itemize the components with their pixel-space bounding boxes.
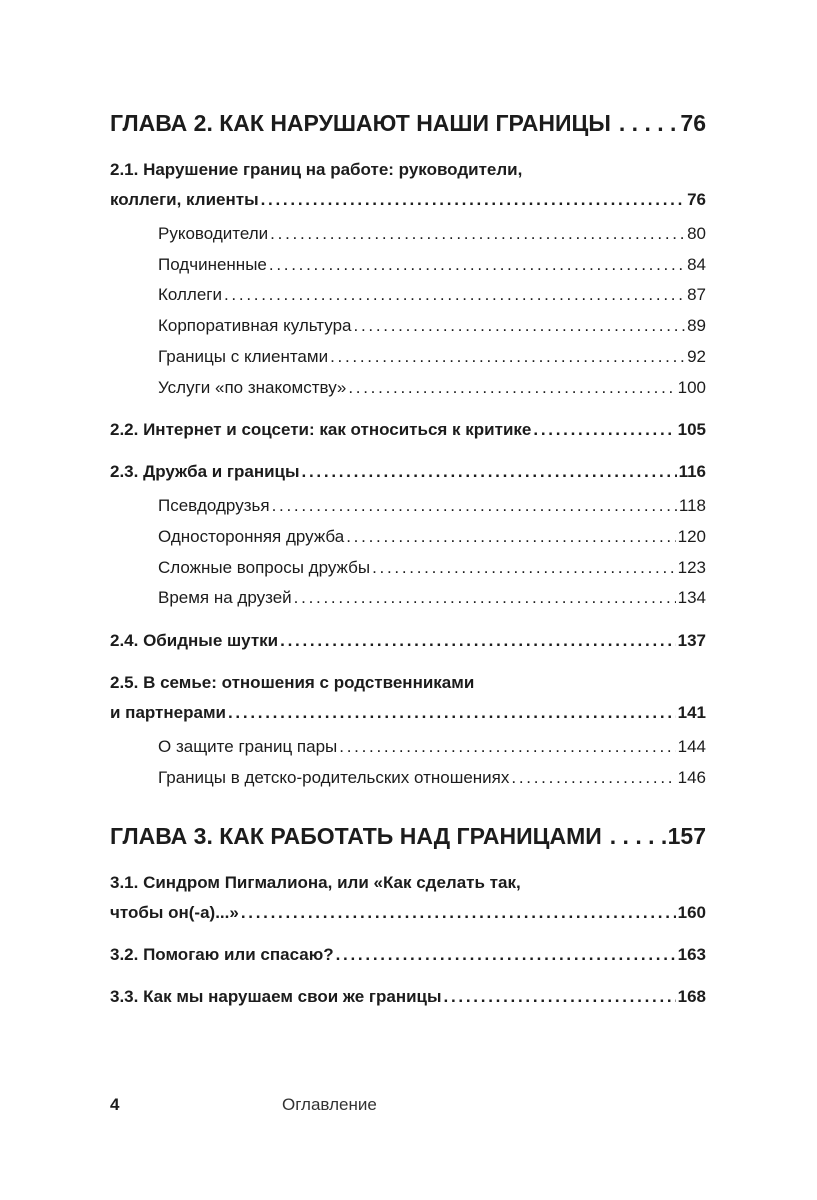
section-title-line2: коллеги, клиенты	[110, 190, 259, 209]
dot-leader	[269, 250, 685, 281]
subsection-page: 84	[687, 254, 706, 274]
subsection-title: Время на друзей	[158, 588, 292, 608]
subsection-title: О защите границ пары	[158, 737, 338, 757]
chapter-title: ГЛАВА 2. КАК НАРУШАЮТ НАШИ ГРАНИЦЫ	[110, 110, 611, 136]
subsection-title: Границы в детско-родительских отношениях	[158, 767, 510, 787]
toc-subsection	[110, 342, 706, 373]
dot-leader	[354, 311, 686, 342]
dot-leader	[619, 110, 679, 137]
subsection-page: 87	[687, 285, 706, 305]
running-header: Оглавление	[282, 1095, 377, 1114]
subsection-page: 123	[677, 557, 706, 577]
subsection-title: Услуги «по знакомству»	[158, 377, 347, 397]
section-page: 76	[687, 190, 706, 209]
section-title: 3.3. Как мы нарушаем свои же границы	[110, 987, 442, 1007]
subsection-title: Псевдодрузья	[158, 496, 270, 516]
subsection-title: Границы с клиентами	[158, 346, 329, 366]
subsection-page: 80	[687, 224, 706, 243]
section-title-line1: 3.1. Синдром Пигмалиона, или «Как сделать так,	[110, 873, 521, 893]
chapter-page: 157	[667, 823, 706, 850]
chapter-heading	[110, 110, 706, 137]
dot-leader	[302, 457, 677, 487]
toc-subsection	[110, 522, 706, 553]
subsection-title: Коллеги	[158, 285, 222, 305]
dot-leader	[228, 698, 676, 728]
subsection-title: Односторонняя дружба	[158, 526, 345, 546]
toc-subsection	[110, 311, 706, 342]
toc-subsection	[110, 583, 706, 614]
dot-leader	[339, 732, 675, 763]
section-title: 3.2. Помогаю или спасаю?	[110, 945, 334, 965]
chapter-page: 76	[680, 110, 706, 136]
section-title-line1: 2.1. Нарушение границ на работе: руководители,	[110, 160, 523, 179]
dot-leader	[511, 763, 675, 794]
toc-section	[110, 940, 706, 970]
toc-section	[110, 626, 706, 656]
subsection-title: Руководители	[158, 224, 269, 243]
subsection-title: Корпоративная культура	[158, 316, 352, 336]
section-title-line1: 2.5. В семье: отношения с родственниками	[110, 673, 475, 693]
chapter-heading	[110, 823, 706, 850]
section-page: 168	[677, 987, 706, 1007]
dot-leader	[272, 491, 677, 522]
page-number: 4	[110, 1095, 120, 1114]
dot-leader	[270, 219, 685, 250]
section-page: 105	[677, 420, 706, 440]
toc-subsection	[110, 763, 706, 794]
toc-subsection	[110, 732, 706, 763]
toc-section	[110, 668, 706, 728]
section-title: 2.2. Интернет и соцсети: как относиться к критике	[110, 420, 532, 440]
subsection-page: 146	[677, 767, 706, 787]
subsection-page: 118	[678, 496, 706, 516]
subsection-page: 144	[677, 737, 706, 757]
toc-section	[110, 415, 706, 445]
toc-section	[110, 155, 706, 215]
subsection-title: Подчиненные	[158, 254, 267, 274]
dot-leader	[241, 898, 676, 928]
dot-leader	[444, 982, 676, 1012]
subsection-page: 134	[677, 588, 706, 608]
table-of-contents	[110, 110, 706, 1016]
section-page: 116	[678, 462, 706, 482]
dot-leader	[336, 940, 676, 970]
subsection-page: 92	[687, 346, 706, 366]
toc-subsection	[110, 219, 706, 250]
toc-section	[110, 457, 706, 487]
section-title: 2.3. Дружба и границы	[110, 462, 300, 482]
toc-subsection	[110, 373, 706, 404]
subsection-page: 89	[687, 316, 706, 336]
section-page: 137	[677, 631, 706, 651]
dot-leader	[224, 280, 685, 311]
section-title-line2: и партнерами	[110, 703, 226, 723]
dot-leader	[610, 823, 666, 850]
dot-leader	[261, 185, 685, 215]
toc-section	[110, 982, 706, 1012]
toc-section	[110, 868, 706, 928]
section-title: 2.4. Обидные шутки	[110, 631, 279, 651]
section-page: 141	[677, 703, 706, 723]
subsection-title: Сложные вопросы дружбы	[158, 557, 371, 577]
subsection-page: 100	[677, 377, 706, 397]
dot-leader	[372, 553, 676, 584]
dot-leader	[294, 583, 676, 614]
dot-leader	[280, 626, 676, 656]
dot-leader	[346, 522, 675, 553]
toc-subsection	[110, 250, 706, 281]
section-title-line2: чтобы он(-а)...»	[110, 903, 239, 923]
section-page: 160	[677, 903, 706, 923]
toc-subsection	[110, 491, 706, 522]
chapter-title: ГЛАВА 3. КАК РАБОТАТЬ НАД ГРАНИЦАМИ	[110, 823, 602, 850]
dot-leader	[533, 415, 675, 445]
toc-subsection	[110, 280, 706, 311]
dot-leader	[330, 342, 685, 373]
dot-leader	[348, 373, 675, 404]
toc-subsection	[110, 553, 706, 584]
section-page: 163	[677, 945, 706, 965]
subsection-page: 120	[677, 526, 706, 546]
